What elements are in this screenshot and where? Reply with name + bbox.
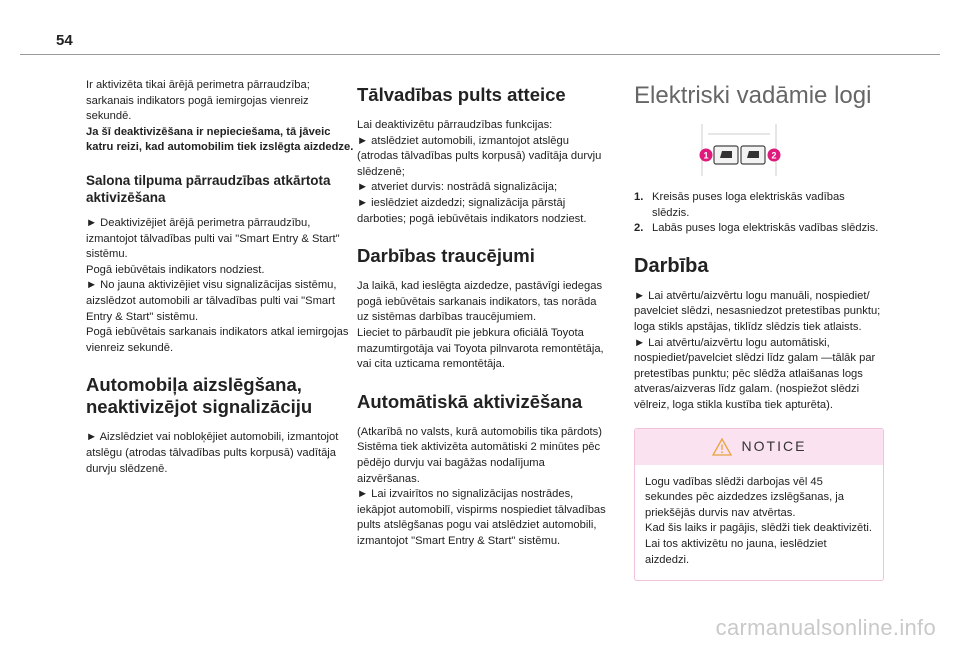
remote-step-1: ► atslēdziet automobili, izmantojot atslēgu (atrodas tālvadības pults korpusā) vadītāja durvju slēdzenē; bbox=[357, 134, 602, 178]
window-switch-illustration bbox=[694, 124, 784, 176]
intro-text: Ir aktivizēta tikai ārējā perimetra pārraudzība; sarkanais indikators pogā iemirgojas vienreiz sekundē. bbox=[86, 79, 310, 123]
step-deactivate-note: Pogā iebūvētais indikators nodziest. bbox=[86, 263, 265, 276]
page-number: 54 bbox=[56, 32, 73, 49]
notice-box bbox=[634, 428, 884, 582]
notice-body bbox=[635, 465, 883, 581]
heading-lock-without-alarm: Automobiļa aizslēgšana, neaktivizējot signalizāciju bbox=[86, 374, 313, 418]
remote-step-3: ► ieslēdziet aizdedzi; signalizācija pārstāj darboties; pogā iebūvētais indikators nodziest. bbox=[357, 196, 587, 225]
callout-2-label: 2 bbox=[771, 150, 777, 161]
malfunction-text: Ja laikā, kad ieslēgta aizdedze, pastāvīgi iedegas pogā iebūvētais sarkanais indikators, tas norāda uz sistēmas darbības traucējumiem. bbox=[357, 280, 603, 324]
list-item: 2. Labās puses loga elektriskās vadības slēdzis. bbox=[634, 222, 879, 235]
auto-note: (Atkarībā no valsts, kurā automobilis tika pārdots) bbox=[357, 425, 602, 438]
notice-title: NOTICE bbox=[741, 437, 807, 454]
notice-header bbox=[635, 429, 883, 465]
step-deactivate: ► Deaktivizējiet ārējā perimetra pārraudzību, izmantojot tālvadības pulti vai "Smart Entry & Start" sistēmu. bbox=[86, 216, 340, 261]
operation-manual: ► Lai atvērtu/aizvērtu logu manuāli, nospiediet/ pavelciet slēdzi, nesasniedzot pretestības punktu; loga stikls apstājas, tiklīdz slēdzis tiek atlaists. bbox=[634, 289, 881, 333]
heading-reactivation: Salona tilpuma pārraudzības atkārtota aktivizēšana bbox=[86, 172, 331, 205]
heading-power-windows: Elektriski vadāmie logi bbox=[634, 82, 872, 109]
heading-operation: Darbība bbox=[634, 254, 709, 277]
malfunction-text-2: Lieciet to pārbaudīt pie jebkura oficiālā Toyota mazumtirgotāja vai Toyota pilnvarota remontētāja, vai cita uzticama remontētāja. bbox=[357, 326, 604, 371]
heading-automatic-activation: Automātiskā aktivizēšana bbox=[357, 390, 583, 412]
callout-1-label: 1 bbox=[703, 150, 709, 161]
heading-remote-failure: Tālvadības pults atteice bbox=[357, 84, 566, 105]
auto-text: Sistēma tiek aktivizēta automātiski 2 minūtes pēc pēdējo durvju vai bagāžas nodalījuma aizvēršanas. bbox=[357, 441, 601, 485]
notice-text-2: Kad šis laiks ir pagājis, slēdži tiek deaktivizēti. bbox=[645, 522, 872, 535]
notice-text-1: Logu vadības slēdži darbojas vēl 45 sekundes pēc aizdedzes izslēgšanas, ja priekšējās durvis nav atvērtas. bbox=[645, 475, 845, 519]
watermark-text: carmanualsonline.info bbox=[715, 615, 936, 640]
list-item: 1. Kreisās puses loga elektriskās vadības slēdzis. bbox=[634, 191, 845, 219]
notice-text-3: Lai tos aktivizētu no jauna, ieslēdziet aizdedzi. bbox=[645, 537, 827, 566]
column-right bbox=[634, 78, 884, 581]
operation-automatic: ► Lai atvērtu/aizvērtu logu automātiski, nospiediet/pavelciet slēdzi līdz galam —tālāk par pretestības punktu; pēc slēdža atlaišanas logs atveras/aizveras līdz galam. (nospiežot slēdzi vēlreiz, loga stikla kustība tiek apturēta). bbox=[634, 336, 876, 411]
column-middle bbox=[357, 78, 607, 549]
auto-step: ► Lai izvairītos no signalizācijas nostrādes, iekāpjot automobilī, vispirms nospiediet tālvadības pults atslēgšanas pogu vai atslēdziet automobili, izmantojot "Smart Entry & Start" sistēmu. bbox=[357, 488, 606, 547]
header-divider bbox=[20, 54, 940, 55]
warning-icon bbox=[712, 438, 732, 456]
switch-legend bbox=[634, 190, 884, 237]
step-lock: ► Aizslēdziet vai nobloķējiet automobili, izmantojot atslēgu (atrodas tālvadības pults korpusā) vadītāja durvju slēdzenē. bbox=[86, 431, 339, 475]
heading-malfunction: Darbības traucējumi bbox=[357, 245, 535, 267]
intro-bold-text: Ja šī deaktivizēšana ir nepieciešama, tā jāveic katru reizi, kad automobilim tiek izslēgta aizdedze. bbox=[86, 125, 354, 154]
window-switch-panel-icon bbox=[694, 124, 784, 176]
column-left bbox=[86, 78, 354, 477]
step-reactivate: ► No jauna aktivizējiet visu signalizācijas sistēmu, aizslēdzot automobili ar tālvadības pulti vai "Smart Entry & Start" sistēmu. bbox=[86, 279, 337, 323]
remote-intro: Lai deaktivizētu pārraudzības funkcijas: bbox=[357, 119, 553, 131]
step-reactivate-note: Pogā iebūvētais sarkanais indikators atkal iemirgojas vienreiz sekundē. bbox=[86, 326, 349, 354]
remote-step-2: ► atveriet durvis: nostrādā signalizācija; bbox=[357, 181, 558, 194]
